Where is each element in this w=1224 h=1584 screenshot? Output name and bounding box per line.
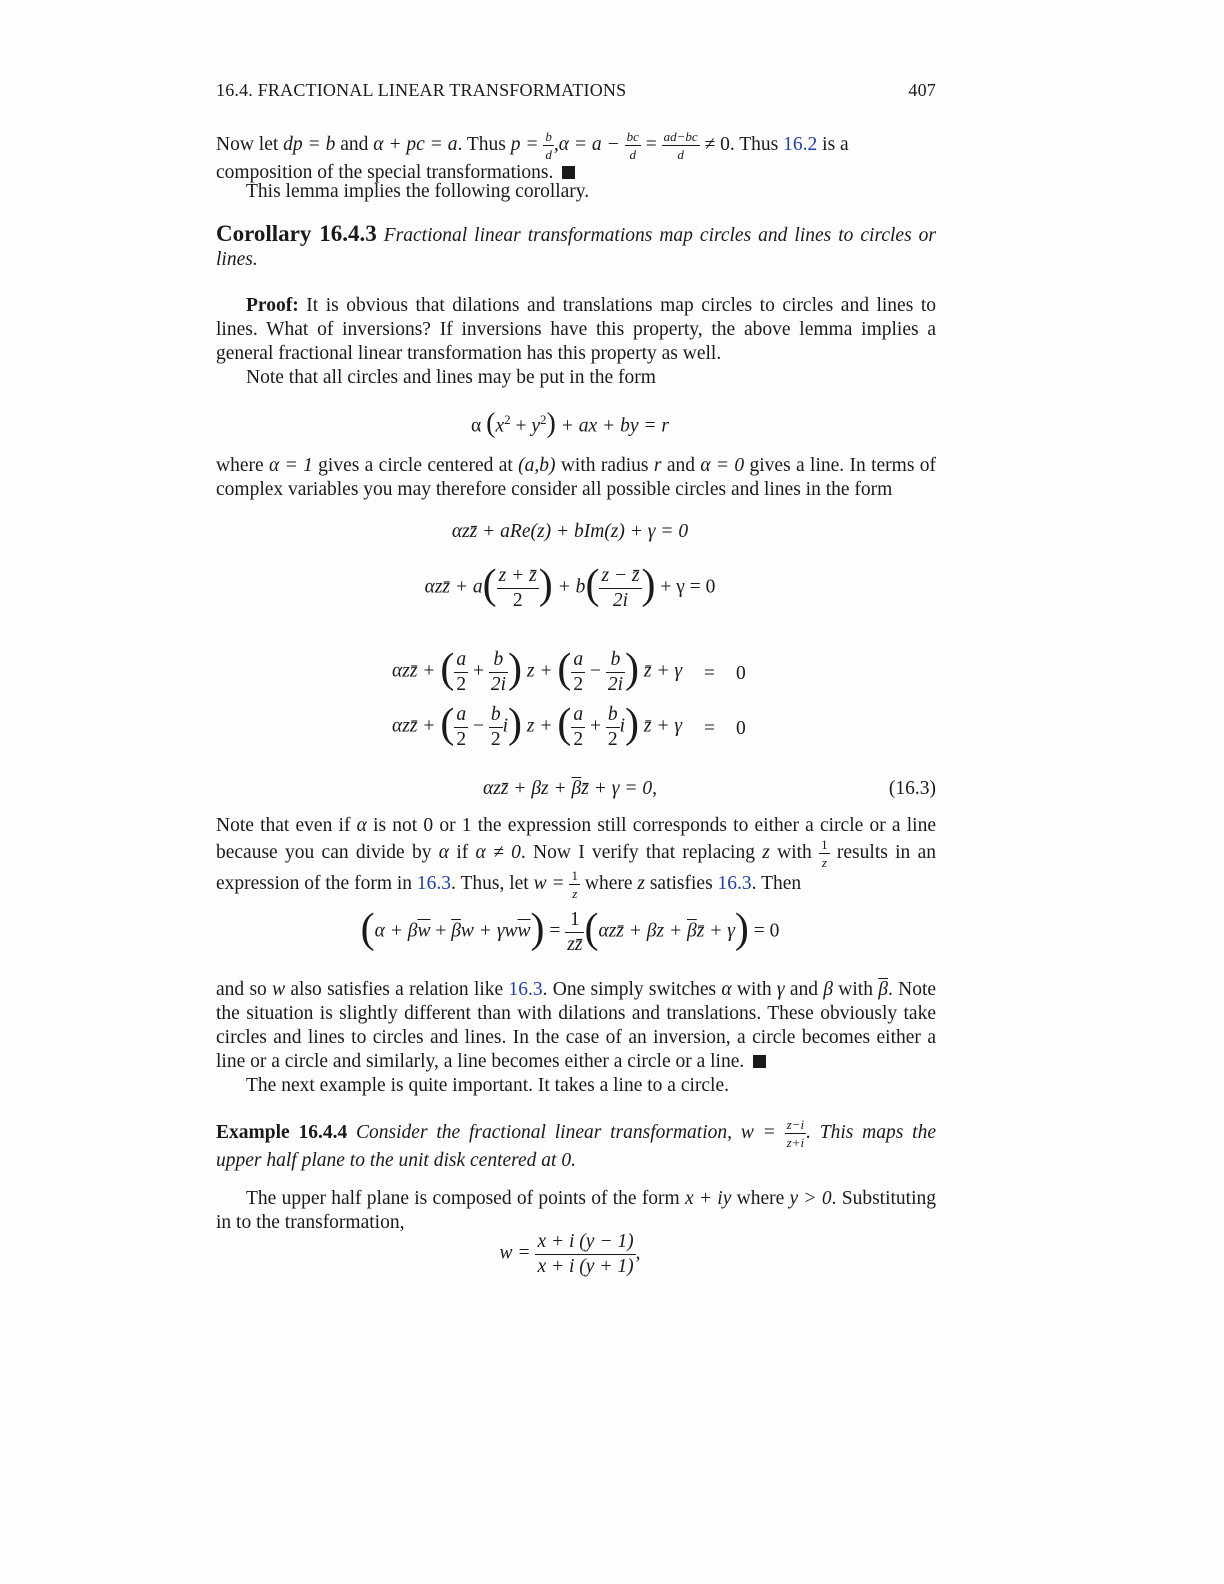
equation-circle-line-real: α $(x^2 + y^2)$ + ax + by = r xyxy=(471,408,669,440)
example-label: Example 16.4.4 xyxy=(216,1121,348,1143)
paragraph-note-alpha: Note that even if α is not 0 or 1 the expression still corresponds to either a circle or a line because you can divide by α if α ≠ 0. Now I verify that replacing z with $\frac{1}{z}$ results in an expression of the form in 16.3. Thus, let w = $\frac{1}{z}$ where z satisfies 16.3. Then xyxy=(216,815,936,901)
paragraph-next-example: The next example is quite important. It takes a line to a circle. xyxy=(246,1075,729,1096)
paragraph-upper-half-plane: The upper half plane is composed of points of the form x + iy where y > 0. Substituting in to the transformation, xyxy=(216,1188,936,1233)
equation-w: w = $\frac{x + i (y - 1)}{x + i (y + 1)}$ , xyxy=(499,1231,641,1277)
page-number: 407 xyxy=(908,80,936,100)
paragraph-where: where α = 1 gives a circle centered at (a,b) with radius r and α = 0 gives a line. In terms of complex variables you may therefore consider all possible circles and lines in the form xyxy=(216,455,936,500)
proof-note: Note that all circles and lines may be put in the form xyxy=(246,367,656,388)
equation-row-2-rhs: 0 xyxy=(736,718,746,739)
proof-paragraph: Proof: It is obvious that dilations and translations map circles to circles and lines to lines. What of inversions? If inversions have this property, the above lemma implies a general fractional linear transformation has this property as well. xyxy=(216,295,937,364)
equation-row-1-rhs: 0 xyxy=(736,663,746,684)
ref-link[interactable]: 16.3 xyxy=(416,872,452,894)
ref-link[interactable]: 16.2 xyxy=(783,133,818,155)
qed-square-icon xyxy=(562,166,575,179)
equation-row-1: αzz̄ + ( $\frac{a}{2}$ + $\frac{b}{2i}$ ) z + ( $\frac{a}{2}$ − $\frac{b}{2i}$ ) z̄ + γ xyxy=(392,646,683,695)
ref-link[interactable]: 16.3 xyxy=(508,979,543,1000)
equation-row-1-eq: = xyxy=(704,663,715,684)
equation-inversion: $(\alpha + \beta\overline{w} + \overline{\beta}w + \gamma w\overline{w})$ = $\frac{1}{zz̄}$ (αzz̄ + $\beta z + \overline{\beta}z̄ + \gamma) = 0$ xyxy=(360,906,780,955)
corollary: Corollary 16.4.3 Fractional linear transformations map circles and lines to circles or lines. xyxy=(216,221,936,270)
section-title: 16.4. FRACTIONAL LINEAR TRANSFORMATIONS xyxy=(216,80,627,100)
example: Example 16.4.4 Consider the fractional linear transformation, w = $\frac{z-i}{z+i}$ . This maps the upper half plane to the unit disk centered at 0. xyxy=(216,1117,936,1171)
equation-row-2-eq: = xyxy=(704,718,715,739)
equation-substituted: αzz̄ + a( $\frac{z + z̄}{2}$ ) + b( $\frac{z - z̄}{2i}$ ) + γ = 0 xyxy=(424,562,716,611)
paragraph-corollary-intro: This lemma implies the following corollary. xyxy=(246,181,590,202)
ref-link[interactable]: 16.3 xyxy=(717,872,752,894)
equation-row-2: αzz̄ + ( $\frac{a}{2}$ − $\frac{b}{2}$ i) z + ( $\frac{a}{2}$ + $\frac{b}{2}$ i) z̄ + γ xyxy=(392,701,683,750)
paragraph-lemma-end: Now let dp = b and α + pc = a. Thus p = $\frac{b}{d}$ ,α = a − $\frac{bc}{d}$ = $\frac{ad-bc}{d}$ ≠ 0. Thus 16.2 is a composition of the special transformations. xyxy=(216,129,849,183)
corollary-label: Corollary 16.4.3 xyxy=(216,221,377,246)
equation-16-3: αzz̄ + $\beta z + \overline{\beta}z̄ + \gamma = 0$, xyxy=(483,778,657,799)
equation-complex-form: αzz̄ + aRe(z) + bIm(z) + γ = 0 xyxy=(451,521,689,542)
qed-square-icon xyxy=(753,1055,766,1068)
paragraph-switch: and so w also satisfies a relation like 16.3. One simply switches α with γ and β with $\overline{\beta}$. Note the situation is slightly different than with dilations and translations. These obviously take circles and lines to circles and lines. In the case of an inversion, a circle becomes either a line or a circle and similarly, a line becomes either a circle or a line. xyxy=(216,979,937,1072)
equation-number: (16.3) xyxy=(888,778,936,799)
running-header xyxy=(216,78,936,102)
